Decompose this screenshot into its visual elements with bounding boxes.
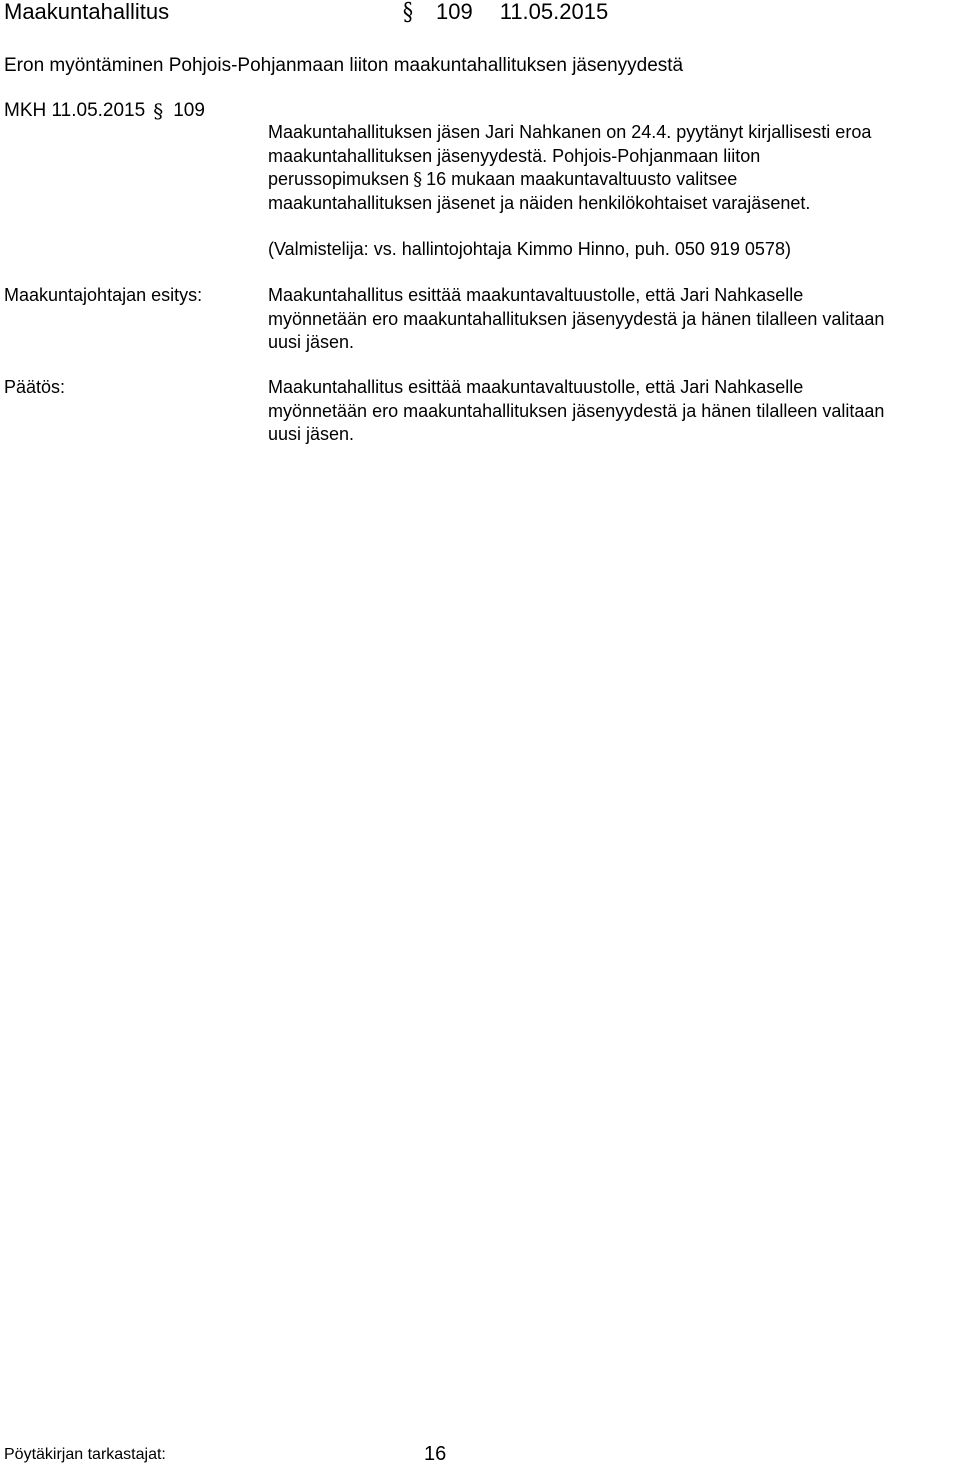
document-title: Maakuntahallitus: [4, 0, 170, 24]
intro-line: Maakuntahallituksen jäsen Jari Nahkanen on 24.4. pyytänyt kirjallisesti eroa: [268, 122, 872, 142]
intro-line: [268, 168, 953, 192]
section-sign-icon: §: [402, 0, 414, 26]
proposal-line: Maakuntahallitus esittää maakuntavaltuustolle, että Jari Nahkaselle: [268, 285, 804, 305]
decision-line: uusi jäsen.: [268, 424, 355, 444]
proposal-label: Maakuntajohtajan esitys:: [4, 285, 203, 305]
proposal-paragraph: [268, 284, 953, 355]
subject-heading: Eron myöntäminen Pohjois-Pohjanmaan liiton maakuntahallituksen jäsenyydestä: [4, 55, 684, 76]
section-heading: [402, 0, 608, 25]
intro-text: 16 mukaan maakuntavaltuusto valitsee: [426, 169, 738, 189]
decision-paragraph: [268, 376, 953, 447]
page-number: 16: [424, 1443, 447, 1465]
section-sign-icon: §: [413, 169, 423, 190]
meeting-date: 11.05.2015: [499, 0, 609, 24]
reference-prefix: MKH 11.05.2015: [4, 100, 146, 121]
proposal-line: myönnetään ero maakuntahallituksen jäsenyydestä ja hänen tilalleen valitaan: [268, 308, 885, 329]
reference-number: 109: [173, 100, 205, 121]
intro-text: perussopimuksen: [268, 169, 410, 189]
preparer-note: (Valmistelija: vs. hallintojohtaja Kimmo Hinno, puh. 050 919 0578): [268, 239, 791, 259]
decision-line: Maakuntahallitus esittää maakuntavaltuustolle, että Jari Nahkaselle: [268, 377, 804, 397]
intro-line: maakuntahallituksen jäsenyydestä. Pohjois-Pohjanmaan liiton: [268, 145, 761, 166]
intro-line: maakuntahallituksen jäsenet ja näiden henkilökohtaiset varajäsenet.: [268, 192, 811, 213]
decision-label: Päätös:: [4, 377, 66, 397]
section-number: 109: [436, 0, 473, 24]
proposal-line: uusi jäsen.: [268, 332, 355, 352]
intro-paragraph: [268, 121, 953, 215]
decision-line: myönnetään ero maakuntahallituksen jäsenyydestä ja hänen tilalleen valitaan: [268, 400, 885, 421]
section-sign-icon: §: [153, 99, 164, 123]
footer-reviewers-label: Pöytäkirjan tarkastajat:: [4, 1446, 166, 1463]
reference-line: [4, 99, 205, 123]
